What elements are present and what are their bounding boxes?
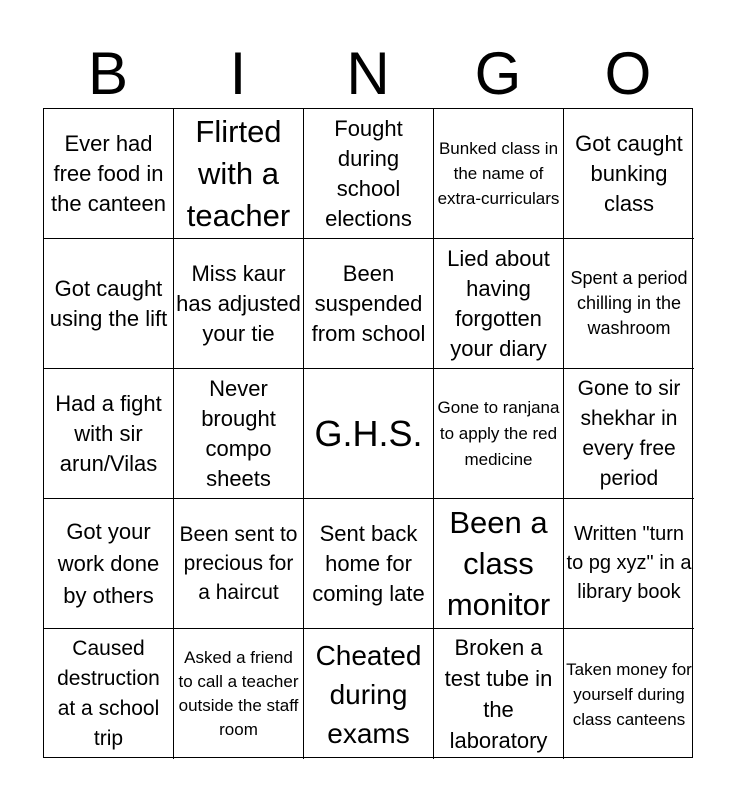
- bingo-cell-r1c5[interactable]: [564, 109, 694, 239]
- bingo-cell-r3c5[interactable]: [564, 369, 694, 499]
- bingo-cell-r2c4[interactable]: [434, 239, 564, 369]
- cell-text: Gone to sir shekhar in every free period: [577, 376, 681, 490]
- cell-text: Never brought compo sheets: [201, 375, 276, 491]
- bingo-cell-r4c1[interactable]: [44, 499, 174, 629]
- bingo-cell-r1c1[interactable]: [44, 109, 174, 239]
- bingo-cell-r2c3[interactable]: [304, 239, 434, 369]
- bingo-cell-r1c3[interactable]: [304, 109, 434, 239]
- bingo-cell-r3c1[interactable]: [44, 369, 174, 499]
- bingo-cell-r1c4[interactable]: [434, 109, 564, 239]
- header-letter-o: O: [604, 40, 652, 107]
- cell-text: Got caught using the lift: [49, 275, 168, 331]
- bingo-cell-r3c4[interactable]: [434, 369, 564, 499]
- bingo-cell-r1c2[interactable]: [174, 109, 304, 239]
- bingo-cell-r4c3[interactable]: [304, 499, 434, 629]
- bingo-header: [43, 40, 693, 108]
- bingo-cell-r4c4[interactable]: [434, 499, 564, 629]
- cell-text: Fought during school elections: [325, 115, 412, 231]
- bingo-cell-r4c2[interactable]: [174, 499, 304, 629]
- header-letter-b: B: [87, 40, 129, 107]
- cell-text: Taken money for yourself during class canteens: [566, 659, 692, 729]
- cell-text: Been suspended from school: [311, 260, 426, 346]
- bingo-cell-r5c3[interactable]: [304, 629, 434, 759]
- cell-text: Asked a friend to call a teacher outside the staff room: [178, 648, 299, 739]
- header-letter-g: G: [474, 40, 522, 107]
- bingo-cell-r5c4[interactable]: [434, 629, 564, 759]
- bingo-cell-r4c5[interactable]: [564, 499, 694, 629]
- cell-text: Lied about having forgotten your diary: [447, 245, 550, 361]
- cell-text: Caused destruction at a school trip: [57, 637, 160, 750]
- bingo-free-space[interactable]: [304, 369, 434, 499]
- bingo-cell-r5c2[interactable]: [174, 629, 304, 759]
- bingo-cell-r5c5[interactable]: [564, 629, 694, 759]
- cell-text: Broken a test tube in the laboratory: [444, 635, 553, 753]
- bingo-cell-r5c1[interactable]: [44, 629, 174, 759]
- bingo-cell-r2c5[interactable]: [564, 239, 694, 369]
- bingo-grid: [43, 108, 693, 758]
- cell-text: Gone to ranjana to apply the red medicine: [437, 397, 560, 469]
- cell-text: Got your work done by others: [57, 518, 160, 608]
- cell-text: Been sent to precious for a haircut: [179, 523, 298, 604]
- cell-text: G.H.S.: [314, 412, 423, 454]
- cell-text: Written "turn to pg xyz" in a library book: [566, 523, 692, 603]
- bingo-cell-r2c2[interactable]: [174, 239, 304, 369]
- cell-text: Sent back home for coming late: [312, 520, 425, 606]
- cell-text: Been a class monitor: [446, 505, 551, 622]
- cell-text: Flirted with a teacher: [186, 113, 291, 233]
- header-letter-i: I: [229, 40, 247, 107]
- header-letter-n: N: [346, 40, 390, 107]
- cell-text: Bunked class in the name of extra-curriculars: [437, 139, 560, 208]
- cell-text: Ever had free food in the canteen: [51, 130, 166, 216]
- bingo-cell-r3c2[interactable]: [174, 369, 304, 499]
- cell-text: Spent a period chilling in the washroom: [570, 268, 688, 338]
- cell-text: Got caught bunking class: [575, 130, 683, 216]
- cell-text: Cheated during exams: [315, 639, 422, 749]
- bingo-cell-r2c1[interactable]: [44, 239, 174, 369]
- cell-text: Had a fight with sir arun/Vilas: [55, 390, 162, 476]
- cell-text: Miss kaur has adjusted your tie: [176, 260, 301, 346]
